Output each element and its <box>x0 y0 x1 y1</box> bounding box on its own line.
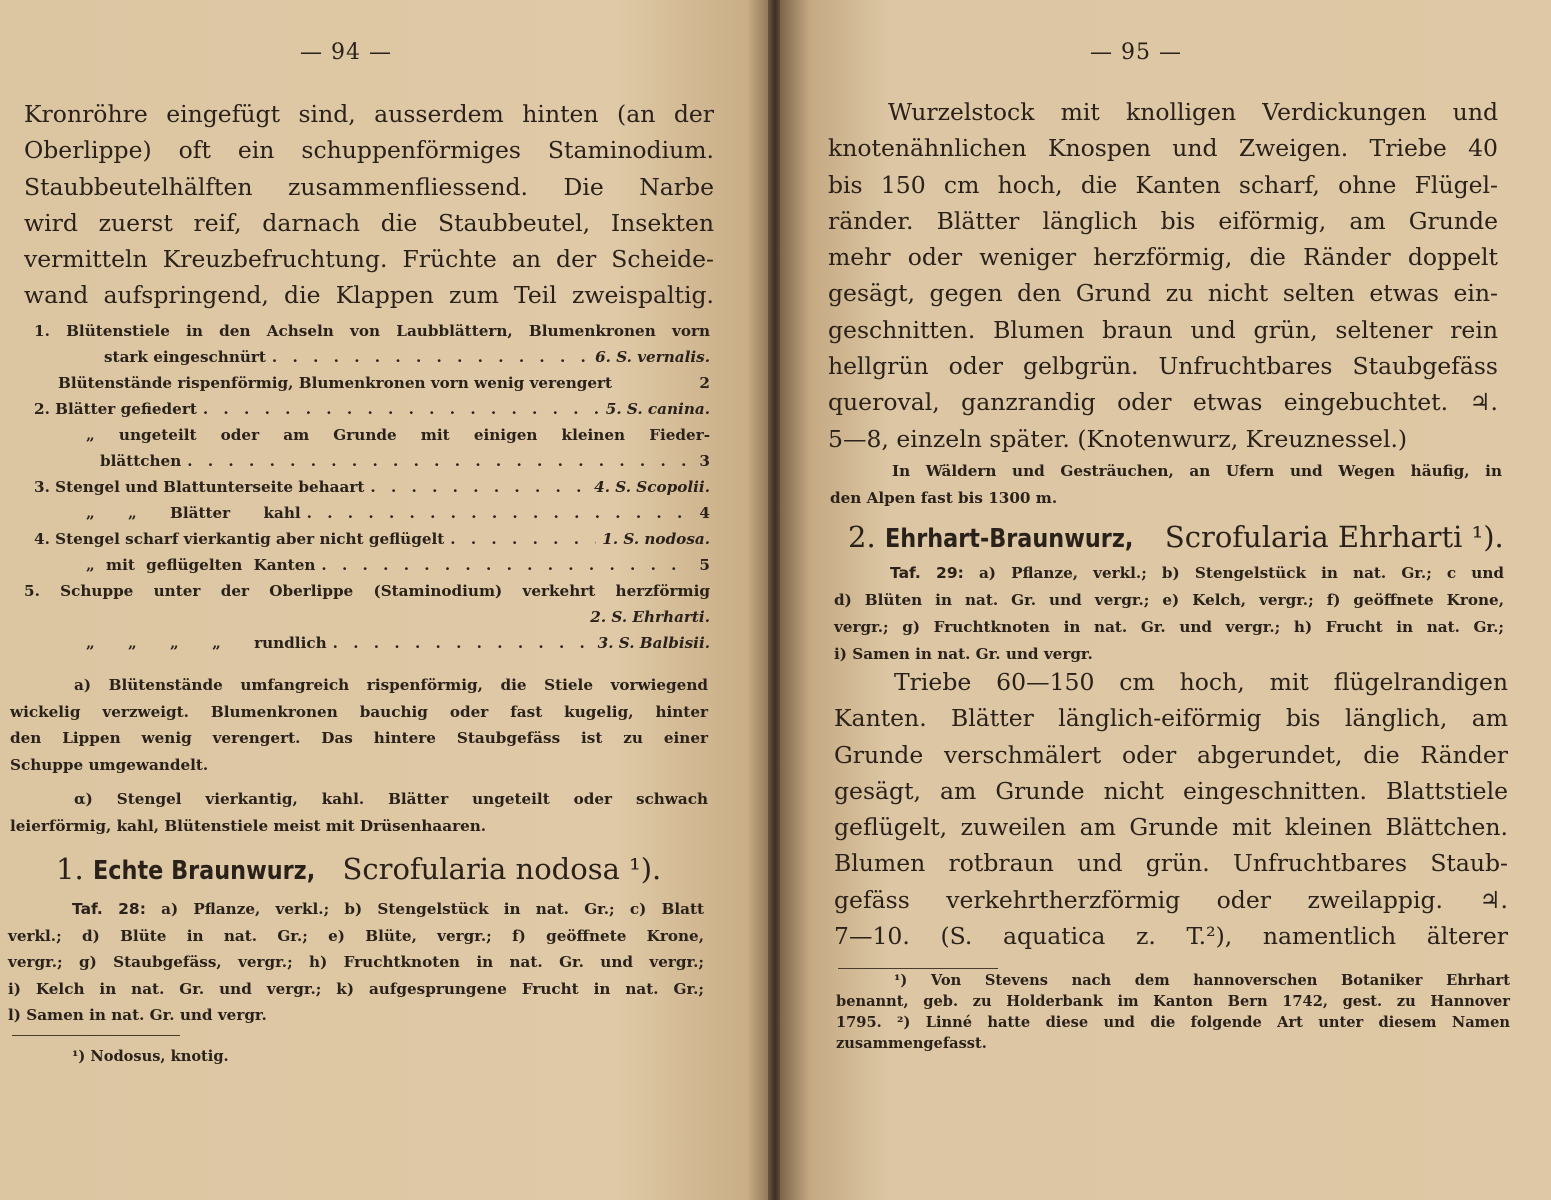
text-line: vergr.; g) Staubgefäss, vergr.; h) Fruchtknoten in nat. Gr. und vergr.; <box>8 953 704 971</box>
text-line: In Wäldern und Gesträuchen, an Ufern und Wegen häufig, in <box>892 462 1502 480</box>
text-line: Schuppe umgewandelt. <box>10 755 209 774</box>
species-name: Ehrhart-Braunwurz, <box>884 524 1134 554</box>
key-text: 2. Blätter gefiedert <box>34 400 197 418</box>
text-line: α) Stengel vierkantig, kahl. Blätter ungeteilt oder schwach <box>74 790 708 808</box>
plate-text: a) Pflanze, verkl.; b) Stengelstück in nat. Gr.; c) Blatt <box>161 900 704 918</box>
key-ref: 4. S. Scopolii. <box>594 478 710 496</box>
plate-label: Taf. 29: <box>890 564 964 582</box>
key-text: „ mit geflügelten Kanten <box>86 556 316 574</box>
key-line: 1. Blütenstiele in den Achseln von Laubblättern, Blumenkronen vorn <box>34 322 710 340</box>
key-line <box>34 474 710 500</box>
text-line: i) Samen in nat. Gr. und vergr. <box>834 645 1093 663</box>
left-page <box>0 0 770 1200</box>
key-ref: 3. S. Balbisii. <box>597 634 710 652</box>
text-line: queroval, ganzrandig oder etwas eingebuchtet. ♃. <box>828 388 1498 417</box>
text-line: benannt, geb. zu Holderbank im Kanton Bern 1742, gest. zu Hannover <box>836 993 1510 1010</box>
key-text: stark eingeschnürt <box>104 348 266 366</box>
text-line: 1795. ²) Linné hatte diese und die folgende Art unter diesem Namen <box>836 1014 1510 1031</box>
key-ref: 6. S. vernalis. <box>595 348 710 366</box>
key-ref: 4 <box>699 504 710 522</box>
key-line <box>34 448 710 474</box>
key-ref: 3 <box>699 452 710 470</box>
text-line: geflügelt, zuweilen am Grunde mit kleinen Blättchen. <box>834 813 1508 842</box>
text-line: Staubbeutelhälften zusammenfliessend. Die Narbe <box>24 172 714 201</box>
text-line: gesägt, am Grunde nicht eingeschnitten. Blattstiele <box>834 776 1508 805</box>
species-name: Echte Braunwurz, <box>92 856 316 886</box>
text-line: Oberlippe) oft ein schuppenförmiges Staminodium. <box>24 136 714 165</box>
key-ref: 5. S. canina. <box>605 400 710 418</box>
text-line: i) Kelch in nat. Gr. und vergr.; k) aufgesprungene Frucht in nat. Gr.; <box>8 979 704 998</box>
footnote: ¹) Nodosus, knotig. <box>72 1048 229 1065</box>
text-line: ränder. Blätter länglich bis eiförmig, am Grunde <box>828 206 1498 235</box>
section-alpha <box>10 786 708 840</box>
text-line: wand aufspringend, die Klappen zum Teil zweispaltig. <box>24 281 714 310</box>
intro-paragraph <box>24 96 714 314</box>
plate-description <box>8 896 704 1029</box>
footnote-rule <box>838 968 998 969</box>
key-text: „ „ „ „ rundlich <box>86 634 327 652</box>
text-line: Blumen rotbraun und grün. Unfruchtbares Staub- <box>834 849 1508 878</box>
key-line <box>34 500 710 526</box>
species-number: 2. <box>848 520 876 554</box>
plate-text: a) Pflanze, verkl.; b) Stengelstück in nat. Gr.; c und <box>978 564 1504 582</box>
text-line: vermitteln Kreuzbefruchtung. Früchte an der Scheide- <box>24 245 714 274</box>
text-line: den Lippen wenig verengert. Das hintere Staubgefäss ist zu einer <box>10 729 708 747</box>
key-ref: 5 <box>699 556 710 574</box>
text-line: Wurzelstock mit knolligen Verdickungen und <box>888 98 1498 126</box>
key-line: 5. Schuppe unter der Oberlippe (Staminodium) verkehrt herzförmig <box>24 582 710 600</box>
footnote-rule <box>12 1035 180 1036</box>
plate-label: Taf. 28: <box>72 900 146 918</box>
habitat <box>830 458 1502 512</box>
key-text: 4. Stengel scharf vierkantig aber nicht geflügelt <box>34 530 445 548</box>
text-line: Grunde verschmälert oder abgerundet, die Ränder <box>834 740 1508 769</box>
species-latin: Scrofularia Ehrharti ¹). <box>1164 520 1504 554</box>
text-line: verkl.; d) Blüte in nat. Gr.; e) Blüte, vergr.; f) geöffnete Krone, <box>8 926 704 945</box>
text-line: Triebe 60—150 cm hoch, mit flügelrandigen <box>894 668 1508 696</box>
text-line: vergr.; g) Fruchtknoten in nat. Gr. und vergr.; h) Frucht in nat. Gr.; <box>834 618 1504 636</box>
text-line: Kronröhre eingefügt sind, ausserdem hinten (an der <box>24 100 714 128</box>
key-line <box>34 344 710 370</box>
text-line: mehr oder weniger herzförmig, die Ränder doppelt <box>828 243 1498 272</box>
text-line: 7—10. (S. aquatica z. T.²), namentlich älterer <box>834 922 1508 951</box>
species-latin: Scrofularia nodosa ¹). <box>342 852 662 886</box>
text-line: gefäss verkehrtherzförmig oder zweilappig. ♃. <box>834 885 1508 914</box>
plate-description <box>834 560 1504 668</box>
text-line: leierförmig, kahl, Blütenstiele meist mit Drüsenhaaren. <box>10 817 487 835</box>
key-text: Blütenstände rispenförmig, Blumenkronen vorn wenig verengert <box>58 374 613 392</box>
page-number: — 94 — <box>300 40 392 65</box>
text-line: geschnitten. Blumen braun und grün, seltener rein <box>828 315 1498 344</box>
key-ref: 1. S. nodosa. <box>602 530 710 548</box>
page-number: — 95 — <box>1090 40 1182 65</box>
key-line <box>34 370 710 396</box>
species-heading <box>56 852 661 886</box>
key-ref: 2 <box>699 374 710 392</box>
intro-paragraph <box>828 94 1498 457</box>
text-line: wickelig verzweigt. Blumenkronen bauchig oder fast kugelig, hinter <box>10 702 708 721</box>
text-line: wird zuerst reif, darnach die Staubbeutel, Insekten <box>24 208 714 237</box>
text-line: bis 150 cm hoch, die Kanten scharf, ohne Flügel- <box>828 170 1498 199</box>
section-a <box>10 672 708 778</box>
body-paragraph <box>834 664 1508 954</box>
text-line: d) Blüten in nat. Gr. und vergr.; e) Kelch, vergr.; f) geöffnete Krone, <box>834 591 1504 609</box>
key-line <box>34 552 710 578</box>
text-line <box>834 560 1504 587</box>
right-page <box>780 0 1551 1200</box>
species-number: 1. <box>56 852 84 886</box>
text-line: den Alpen fast bis 1300 m. <box>830 489 1058 507</box>
text-line: l) Samen in nat. Gr. und vergr. <box>8 1006 267 1024</box>
text-line: 5—8, einzeln später. (Knotenwurz, Kreuznessel.) <box>828 424 1408 453</box>
key-text: 3. Stengel und Blattunterseite behaart <box>34 478 365 496</box>
key-text: blättchen <box>100 452 182 470</box>
text-line: zusammengefasst. <box>836 1035 987 1052</box>
text-line: Kanten. Blätter länglich-eiförmig bis länglich, am <box>834 704 1508 733</box>
key-line <box>34 630 710 656</box>
text-line: knotenähnlichen Knospen und Zweigen. Triebe 40 <box>828 134 1498 163</box>
species-heading <box>848 520 1504 554</box>
footnotes <box>836 970 1510 1054</box>
text-line: ¹) Von Stevens nach dem hannoverschen Botaniker Ehrhart <box>894 972 1510 989</box>
key-line <box>34 526 710 552</box>
text-line: gesägt, gegen den Grund zu nicht selten etwas ein- <box>828 279 1498 308</box>
key-line <box>34 396 710 422</box>
key-ref: 2. S. Ehrharti. <box>590 608 710 626</box>
identification-key <box>24 318 710 656</box>
text-line: hellgrün oder gelbgrün. Unfruchtbares Staubgefäss <box>828 352 1498 381</box>
text-line <box>8 896 704 923</box>
text-line: a) Blütenstände umfangreich rispenförmig, die Stiele vorwiegend <box>74 676 708 694</box>
key-line: „ ungeteilt oder am Grunde mit einigen kleinen Fieder- <box>86 426 710 444</box>
key-text: „ „ Blätter kahl <box>86 504 301 522</box>
